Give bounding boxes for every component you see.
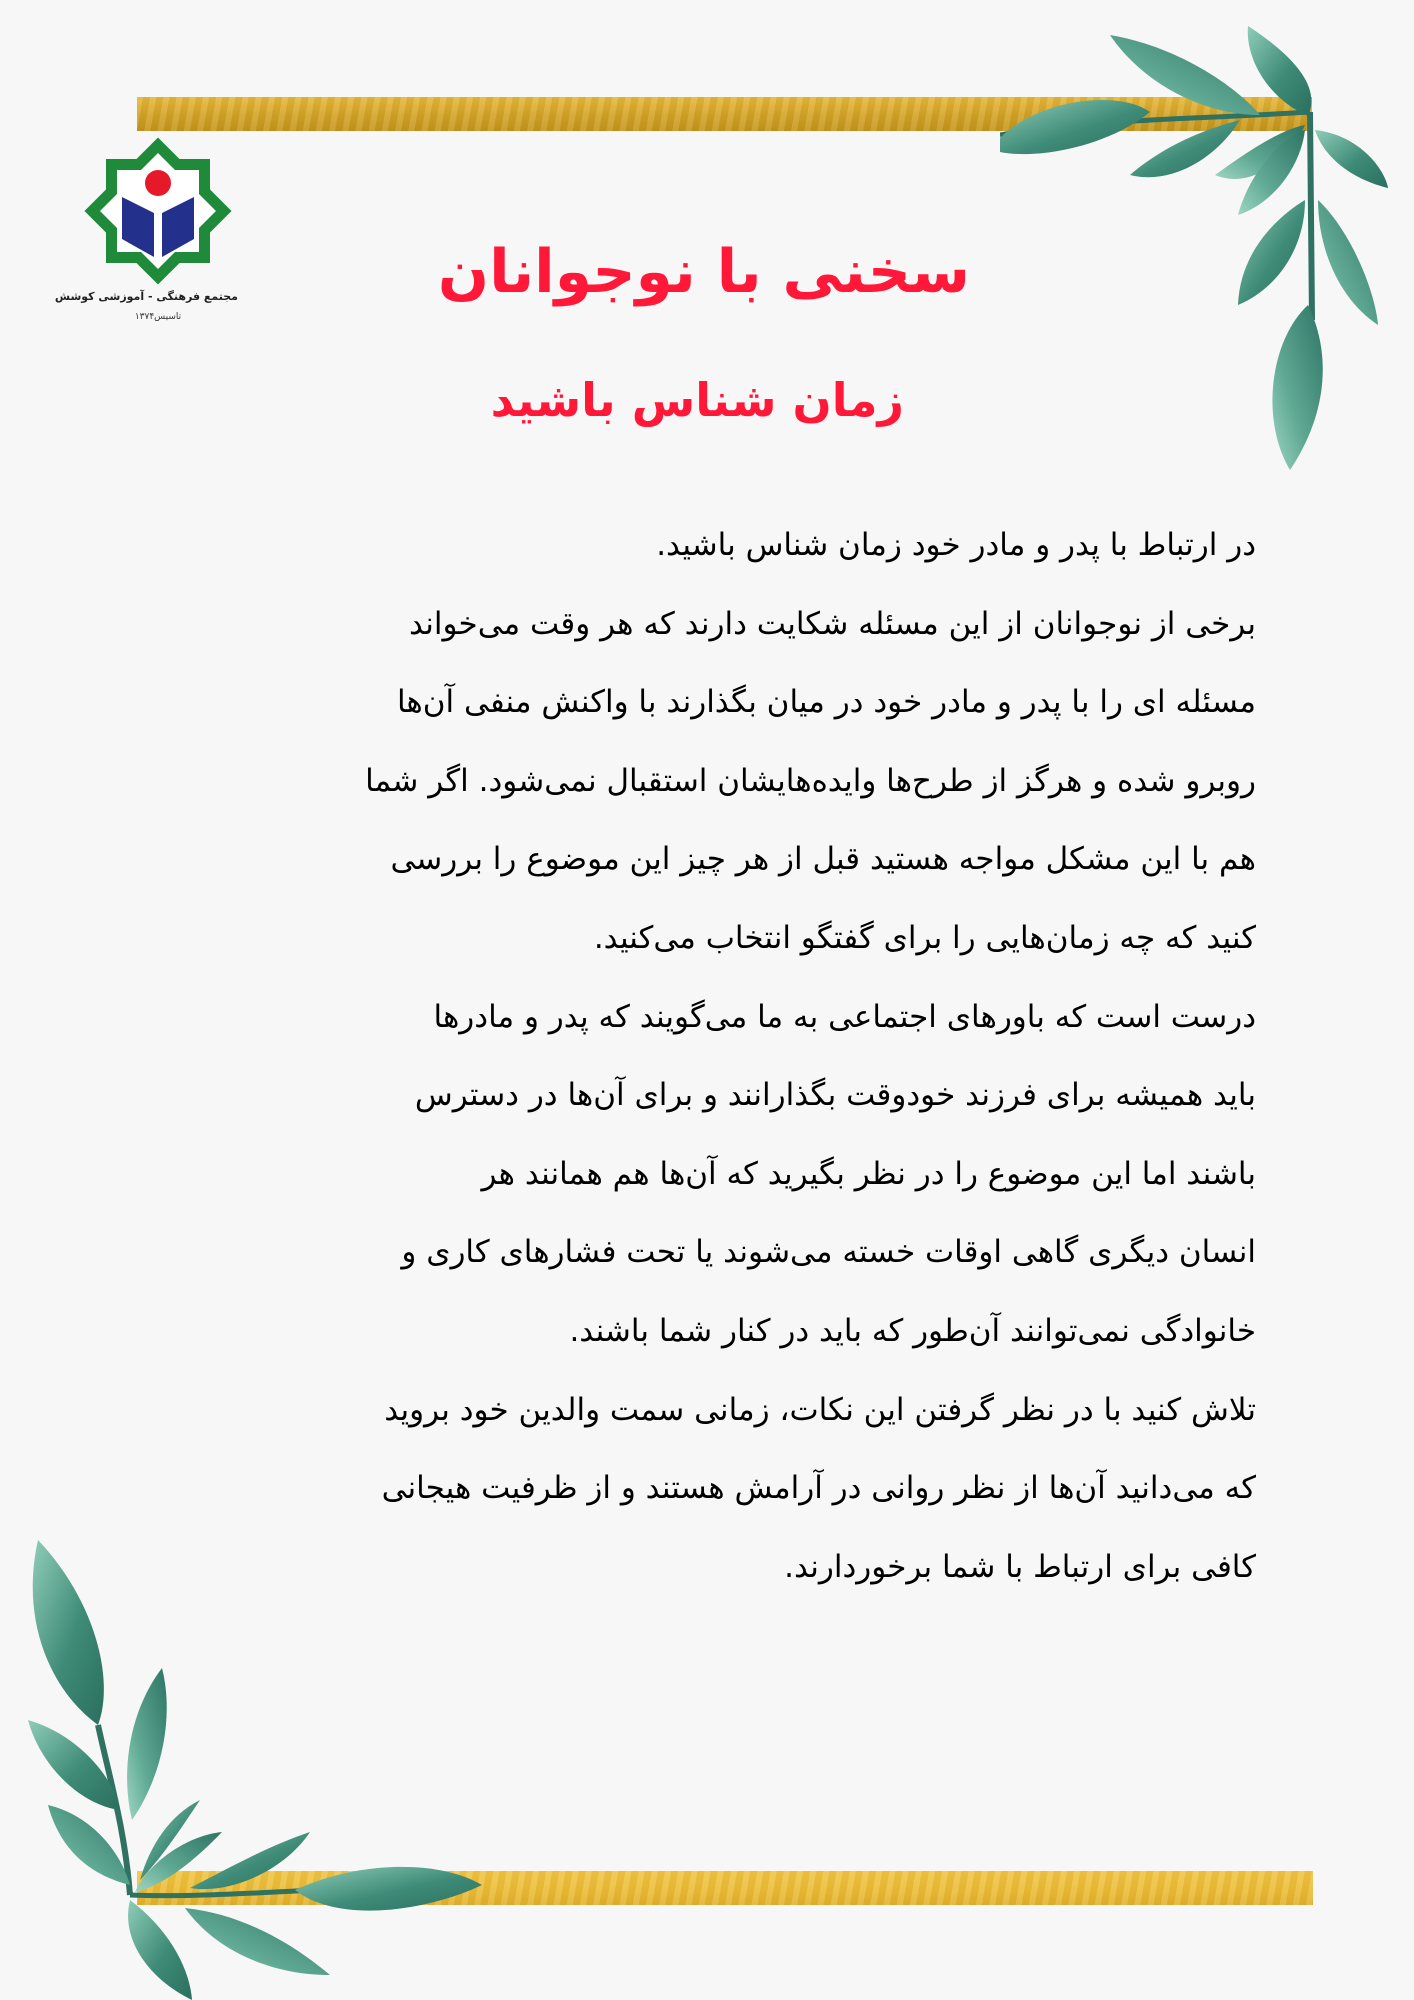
body-line: خانوادگی نمی‌توانند آن‌طور که باید در کنار شما باشند. <box>569 1312 1256 1349</box>
body-line: برخی از نوجوانان از این مسئله شکایت دارند که هر وقت می‌خواند <box>409 605 1256 642</box>
logo-institution-name: مجتمع فرهنگی - آموزشی کوشش <box>54 290 238 303</box>
institution-logo <box>54 136 238 336</box>
leaf-branch-top <box>1000 26 1388 470</box>
body-line: درست است که باورهای اجتماعی به ما می‌گویند که پدر و مادرها <box>433 998 1256 1035</box>
red-dot-icon <box>145 170 171 196</box>
body-line: هم با این مشکل مواجه هستید قبل از هر چیز این موضوع را بررسی <box>390 841 1256 878</box>
page-subtitle: زمان شناس باشید <box>490 373 904 427</box>
page-title: سخنی با نوجوانان <box>437 237 970 307</box>
top-right-leaves-decoration <box>1000 20 1414 480</box>
body-line: که می‌دانید آن‌ها از نظر روانی در آرامش هستند و از ظرفیت هیجانی <box>381 1470 1256 1507</box>
body-line: در ارتباط با پدر و مادر خود زمان شناس باشید. <box>656 527 1256 563</box>
eight-point-star-book-emblem <box>83 136 233 286</box>
body-line: روبرو شده و هرگز از طرح‌ها وایده‌هایشان استقبال نمی‌شود. اگر شما <box>365 762 1256 799</box>
body-line: تلاش کنید با در نظر گرفتن این نکات، زمانی سمت والدین خود بروید <box>384 1391 1256 1428</box>
body-line: باشند اما این موضوع را در نظر بگیرید که آن‌ها هم همانند هر <box>481 1155 1256 1192</box>
article-body <box>160 506 1256 1606</box>
body-line: مسئله ای را با پدر و مادر خود در میان بگذارند با واکنش منفی آن‌ها <box>396 684 1256 721</box>
body-line: کنید که چه زمان‌هایی را برای گفتگو انتخاب می‌کنید. <box>593 919 1256 956</box>
body-line: انسان دیگری گاهی اوقات خسته می‌شوند یا تحت فشارهای کاری و <box>401 1234 1256 1271</box>
leaf-branch-bottom <box>28 1540 482 2000</box>
body-line: کافی برای ارتباط با شما برخوردارند. <box>784 1548 1256 1585</box>
body-line: باید همیشه برای فرزند خودوقت بگذارانند و برای آن‌ها در دسترس <box>414 1077 1256 1114</box>
logo-founded-year: تاسیس۱۳۷۴ <box>134 312 182 322</box>
